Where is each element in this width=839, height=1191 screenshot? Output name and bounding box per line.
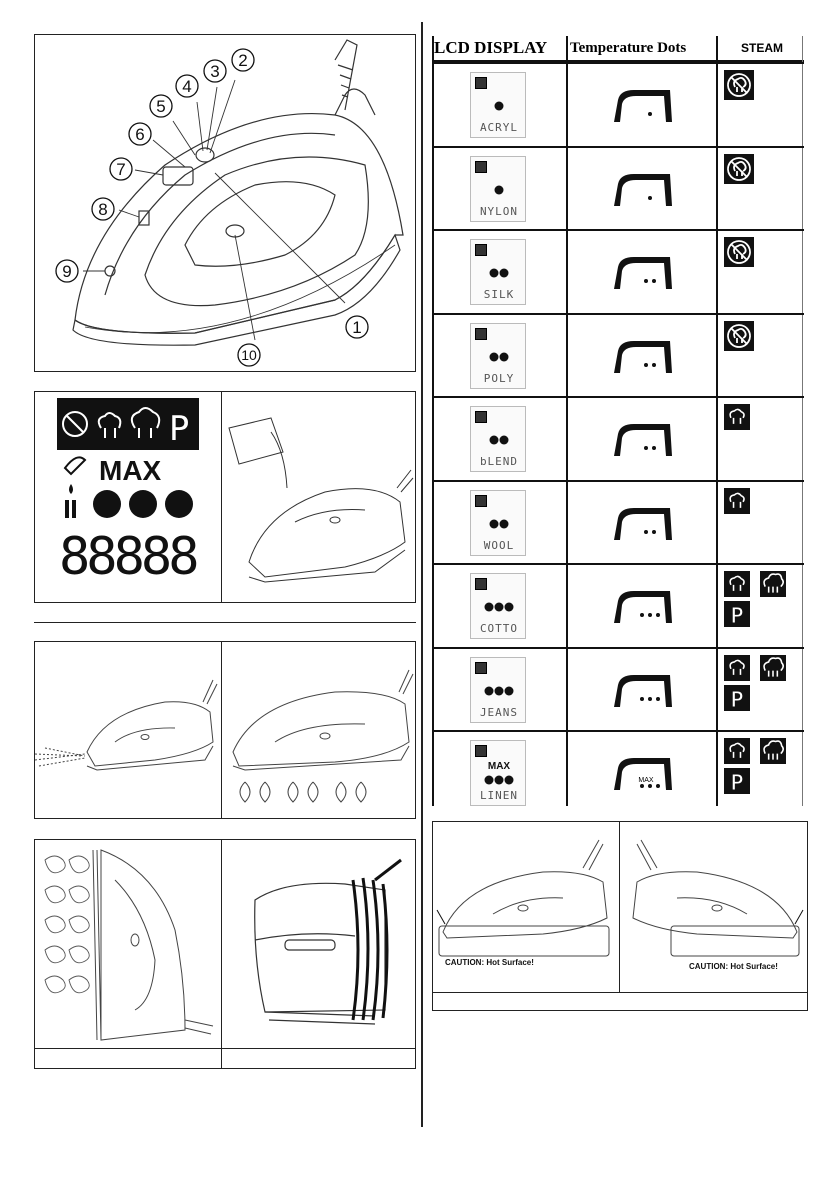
table-row [432,480,804,563]
table-row [432,396,804,479]
steam-cell [718,398,802,479]
cord-storage-illustration [225,840,415,1048]
lcd-screen [470,239,526,305]
lcd-temperature-dots [471,433,527,447]
iron-temperature-dot [648,112,652,116]
lcd-fabric-name: ACRYL [479,121,519,134]
lcd-steam-icon [475,328,487,340]
lcd-fabric-name: SILK [483,288,515,301]
p-mode-icon [724,601,750,627]
lcd-fill-figure [34,391,416,603]
callout-7: 7 [116,160,126,179]
steam-off-icon [724,154,754,184]
lcd-temperature-dots [471,600,527,614]
lcd-dot [490,352,499,361]
table-row [432,563,804,646]
p-mode-icon [724,768,750,794]
callout-3: 3 [210,62,220,81]
lcd-dot [505,686,514,695]
header-temperature-dots: Temperature Dots [570,40,687,56]
steam-high-icon [760,738,786,764]
lcd-display-cell [432,148,566,229]
spray-steam-figure [34,641,416,819]
caution-left-illustration [433,822,619,972]
lcd-screen [470,740,526,806]
lcd-mode-label: P [169,409,190,449]
table-row [432,229,804,312]
lcd-dot [495,603,504,612]
steam-low-icon [724,404,750,430]
lcd-fabric-name: WOOL [483,538,515,552]
lcd-steam-icon [475,411,487,423]
iron-temperature-icon [610,667,680,713]
lcd-dot [495,776,504,785]
lcd-fabric-name: COTTO [479,622,519,635]
lcd-screen [470,72,526,138]
vertical-steam-illustration [35,840,221,1048]
header-lcd-display: LCD DISPLAY [434,38,548,57]
iron-temperature-dot [648,697,652,701]
table-row [432,146,804,229]
caution-right-illustration [621,822,807,972]
lcd-dot [495,102,504,111]
lcd-dot [500,519,509,528]
iron-temperature-dot [648,613,652,617]
lcd-dot [505,776,514,785]
lcd-steam-icon [475,662,487,674]
lcd-display-cell [432,315,566,396]
spray-illustration [35,642,221,818]
caution-left-text: CAUTION: Hot Surface! [445,958,534,967]
svg-text:P: P [730,770,744,794]
lcd-dot [505,603,514,612]
lcd-display-cell [432,565,566,646]
iron-temperature-dot [640,784,644,788]
iron-parts-figure [34,34,416,372]
temperature-dots-cell [568,732,716,813]
lcd-steam-icon [475,244,487,256]
temperature-dots-cell [568,315,716,396]
lcd-steam-icon [475,745,487,757]
lcd-temperature-dots [471,684,527,698]
iron-temperature-dot [652,363,656,367]
steam-cell [718,482,802,563]
lcd-screen [470,156,526,222]
steam-low-icon [724,655,750,681]
callout-9: 9 [62,262,72,281]
lcd-display-cell [432,231,566,312]
steam-high-icon [760,571,786,597]
steam-cell [718,231,802,312]
temperature-dots-cell [568,482,716,563]
lcd-fabric-name: NYLON [479,204,519,218]
lcd-steam-icon [475,77,487,89]
lcd-dot [500,352,509,361]
callout-10: 10 [241,347,257,363]
lcd-dot [485,776,494,785]
callout-1: 1 [352,318,362,337]
p-mode-icon [724,685,750,711]
steam-burst-illustration [225,642,415,818]
steam-high-icon [760,655,786,681]
table-row [432,62,804,145]
lcd-dot [500,436,509,445]
caution-figure [432,821,808,1011]
lcd-dot [485,603,494,612]
lcd-digits: 88888 [59,527,196,587]
iron-temperature-dot [644,446,648,450]
lcd-steam-icon [475,495,487,507]
iron-temperature-icon [610,583,680,629]
iron-parts-illustration [35,35,415,371]
iron-temperature-dot [652,279,656,283]
lcd-max-text: MAX [487,761,511,772]
lcd-temperature-dots [471,517,527,531]
steam-off-icon [724,237,754,267]
iron-temperature-dot [652,530,656,534]
lcd-dot [490,269,499,278]
lcd-temperature-dots [471,183,527,197]
vertical-storage-figure [34,839,416,1069]
svg-text:P: P [730,687,744,711]
lcd-temperature-dots [471,350,527,364]
iron-temperature-icon [610,82,680,128]
lcd-temperature-dots [471,266,527,280]
lcd-temperature-dots [471,99,527,113]
iron-temperature-dot [648,784,652,788]
steam-cell [718,64,802,145]
lcd-display-cell [432,732,566,813]
lcd-display-cell [432,398,566,479]
header-steam: STEAM [741,41,783,55]
filling-water-illustration [225,392,415,602]
iron-temperature-icon [610,416,680,462]
lcd-dot [485,686,494,695]
callout-8: 8 [98,200,108,219]
iron-temperature-dot [644,363,648,367]
lcd-display-cell [432,64,566,145]
temperature-dots-cell [568,649,716,730]
lcd-screen [470,490,526,556]
table-header [432,36,804,60]
lcd-display-cell [432,482,566,563]
callout-6: 6 [135,125,145,144]
iron-temperature-dot [644,530,648,534]
lcd-panel [57,398,199,588]
caution-right-text: CAUTION: Hot Surface! [689,962,778,971]
lcd-screen [470,573,526,639]
lcd-dot [500,269,509,278]
iron-temperature-dot [656,697,660,701]
callout-2: 2 [238,51,248,70]
table-row [432,313,804,396]
temperature-dots-cell [568,565,716,646]
lcd-screen [470,657,526,723]
iron-temperature-icon [610,500,680,546]
lcd-max-label: MAX [99,455,162,486]
lcd-fabric-name: JEANS [479,705,519,719]
steam-low-icon [724,738,750,764]
lcd-fabric-name: LINEN [479,789,519,802]
lcd-temperature-dots [471,773,527,787]
table-row [432,647,804,730]
iron-temperature-dot [656,784,660,788]
lcd-dot [490,436,499,445]
temperature-dots-cell [568,398,716,479]
iron-temperature-dot [652,446,656,450]
lcd-display-cell [432,649,566,730]
steam-cell [718,315,802,396]
iron-temperature-dot [648,196,652,200]
svg-text:P: P [730,603,744,627]
lcd-dot [495,185,504,194]
iron-temperature-icon [610,333,680,379]
steam-off-icon [724,70,754,100]
soleplate-max-label: MAX [638,777,654,784]
iron-temperature-dot [644,279,648,283]
steam-cell [718,649,802,730]
lcd-steam-icon [475,578,487,590]
steam-cell [718,732,802,813]
lcd-fabric-name: POLY [483,371,515,385]
lcd-fabric-name: bLEND [479,455,519,468]
lcd-dot [495,686,504,695]
temperature-dots-cell [568,231,716,312]
lcd-screen [470,406,526,472]
iron-temperature-icon [610,249,680,295]
iron-temperature-dot [640,697,644,701]
iron-temperature-icon [610,166,680,212]
lcd-steam-icon [475,161,487,173]
steam-cell [718,565,802,646]
iron-temperature-icon [610,750,680,796]
lcd-screen [470,323,526,389]
callout-4: 4 [182,77,192,96]
iron-temperature-dot [640,613,644,617]
lcd-dot [490,519,499,528]
steam-low-icon [724,488,750,514]
iron-temperature-dot [656,613,660,617]
temperature-dots-cell [568,148,716,229]
steam-low-icon [724,571,750,597]
temperature-dots-cell [568,64,716,145]
steam-off-icon [724,321,754,351]
steam-cell [718,148,802,229]
callout-5: 5 [156,97,166,116]
table-row [432,730,804,813]
